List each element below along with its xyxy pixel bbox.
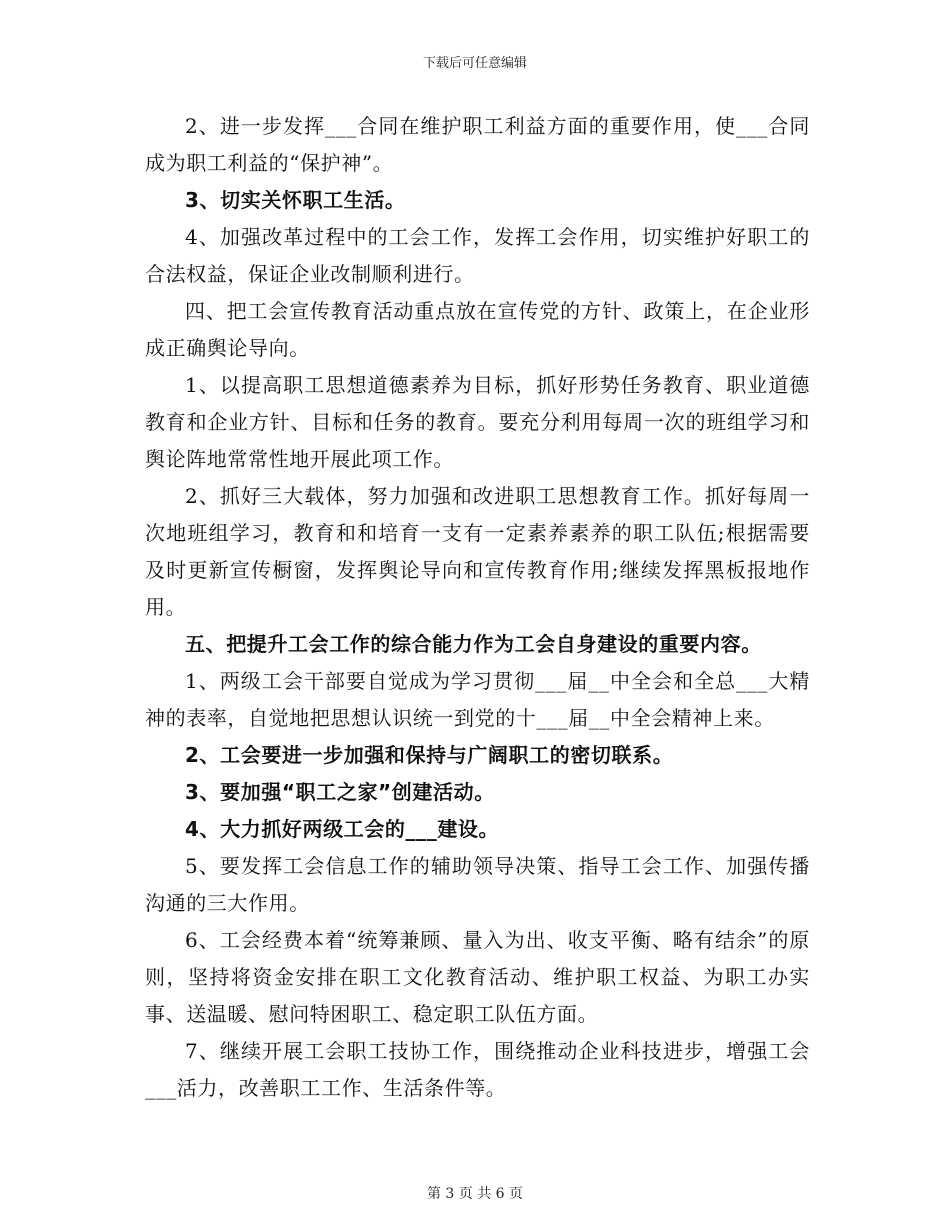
paragraph-cadre-study: 1、两级工会干部要自觉成为学习贯彻___届__中全会和全总___大精神的表率，自觉地把思想认识统一到党的十___届__中全会精神上来。 [145,669,810,730]
paragraph-workers-home: 3、要加强“职工之家”创建活动。 [185,780,495,804]
paragraph-contract-role: 2、进一步发挥___合同在维护职工利益方面的重要作用，使___合同成为职工利益的“保护神”。 [145,114,810,175]
paragraph-union-funds: 6、工会经费本着“统筹兼顾、量入为出、收支平衡、略有结余”的原则，坚持将资金安排在职工文化教育活动、维护职工权益、为职工办实事、送温暖、慰问特困职工、稳定职工队伍方面。 [145,928,810,1026]
paragraph-tech-assoc: 7、继续开展工会职工技协工作，围绕推动企业科技进步，增强工会___活力，改善职工工作、生活条件等。 [145,1039,810,1100]
page-footer: 第 3 页 共 6 页 [426,1186,524,1202]
paragraph-care-life: 3、切实关怀职工生活。 [185,188,406,212]
paragraph-worker-contact: 2、工会要进一步加强和保持与广阔职工的密切联系。 [185,743,674,767]
paragraph-three-carriers: 2、抓好三大载体，努力加强和改进职工思想教育工作。抓好每周一次地班组学习，教育和和培育一支有一定素养素养的职工队伍;根据需要及时更新宣传橱窗，发挥舆论导向和宣传教育作用;继续发挥黑板报地作用。 [145,484,810,619]
paragraph-reform-work: 4、加强改革过程中的工会工作，发挥工会作用，切实维护好职工的合法权益，保证企业改制顺利进行。 [145,225,810,286]
page-header: 下载后可任意编辑 [422,56,527,71]
paragraph-section-five: 五、把提升工会工作的综合能力作为工会自身建设的重要内容。 [185,632,762,656]
paragraph-moral-education: 1、以提高职工思想道德素养为目标，抓好形势任务教育、职业道德教育和企业方针、目标和任务的教育。要充分利用每周一次的班组学习和舆论阵地常常性地开展此项工作。 [145,373,810,471]
paragraph-section-four: 四、把工会宣传教育活动重点放在宣传党的方针、政策上，在企业形成正确舆论导向。 [145,299,810,360]
paragraph-two-level-union: 4、大力抓好两级工会的___建设。 [185,817,500,841]
paragraph-information-work: 5、要发挥工会信息工作的辅助领导决策、指导工会工作、加强传播沟通的三大作用。 [145,854,810,915]
document-body [145,108,810,1107]
